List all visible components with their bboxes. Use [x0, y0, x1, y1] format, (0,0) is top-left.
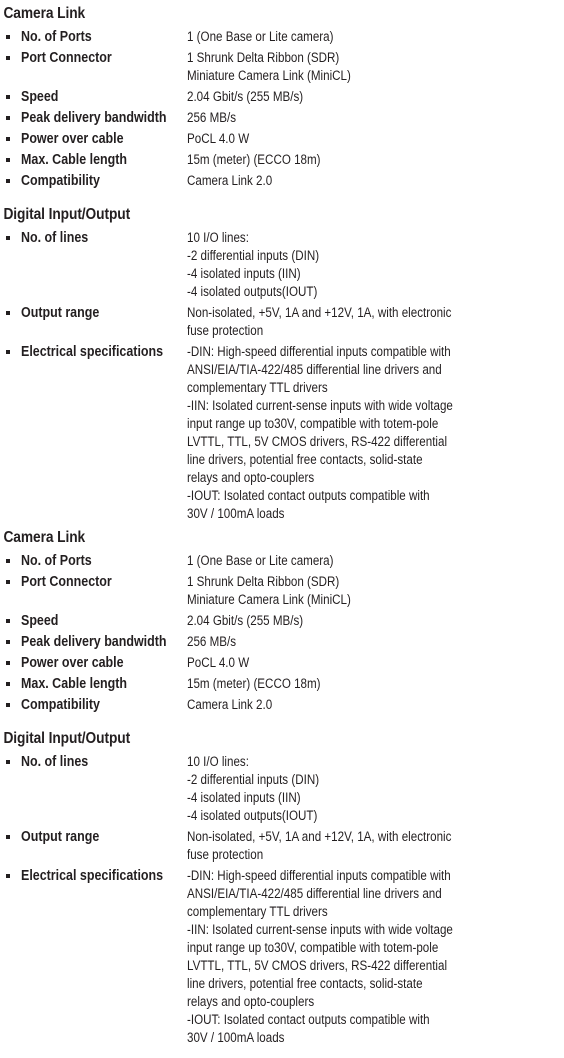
spec-value-line: line drivers, potential free contacts, solid-state: [187, 976, 423, 991]
spec-value: [187, 49, 557, 85]
spec-value: [187, 304, 557, 340]
section-title: Camera Link: [3, 5, 86, 22]
spec-section-digital-input-output: [0, 205, 564, 521]
spec-value: [187, 612, 557, 630]
spec-label: Electrical specifications: [21, 344, 164, 360]
bullet-icon: [6, 874, 10, 878]
spec-value: [187, 229, 557, 301]
spec-value-line: 2.04 Gbit/s (255 MB/s): [187, 613, 304, 628]
spec-label: Output range: [21, 305, 100, 321]
spec-value-line: -IIN: Isolated current-sense inputs with wide voltage: [187, 922, 453, 937]
bullet-icon: [6, 311, 10, 315]
spec-value-line: -DIN: High-speed differential inputs compatible with: [187, 868, 451, 883]
spec-value: [187, 88, 557, 106]
spec-value-line: ANSI/EIA/TIA-422/485 differential line drivers and: [187, 362, 442, 377]
spec-value-line: input range up to30V, compatible with totem-pole: [187, 416, 439, 431]
spec-row-port-connector: [0, 573, 564, 609]
bullet-icon: [6, 682, 10, 686]
bullet-icon: [6, 137, 10, 141]
spec-value-line: line drivers, potential free contacts, solid-state: [187, 452, 423, 467]
spec-value: [187, 867, 557, 1047]
spec-value-line: Camera Link 2.0: [187, 173, 273, 188]
spec-label: Output range: [21, 829, 100, 845]
spec-row-power-over-cable: [0, 654, 564, 672]
bullet-icon: [6, 350, 10, 354]
spec-row-peak-delivery-bandwidth: [0, 633, 564, 651]
spec-row-no-of-ports: [0, 552, 564, 570]
spec-value: [187, 109, 557, 127]
spec-value-line: Camera Link 2.0: [187, 697, 273, 712]
spec-row-electrical-specifications: [0, 343, 564, 523]
spec-value-line: relays and opto-couplers: [187, 994, 315, 1009]
bullet-icon: [6, 56, 10, 60]
spec-section-digital-input-output: [0, 729, 564, 1045]
spec-label: No. of lines: [21, 754, 89, 770]
spec-row-speed: [0, 612, 564, 630]
spec-row-max-cable-length: [0, 151, 564, 169]
bullet-icon: [6, 116, 10, 120]
spec-label: Max. Cable length: [21, 152, 128, 168]
spec-label: Power over cable: [21, 131, 124, 147]
bullet-icon: [6, 158, 10, 162]
spec-value: [187, 172, 557, 190]
spec-value-line: input range up to30V, compatible with totem-pole: [187, 940, 439, 955]
spec-value-line: 15m (meter) (ECCO 18m): [187, 676, 321, 691]
spec-value-line: complementary TTL drivers: [187, 380, 328, 395]
spec-value: [187, 753, 557, 825]
spec-section-camera-link: [0, 4, 564, 189]
spec-value-line: Non-isolated, +5V, 1A and +12V, 1A, with electronic: [187, 305, 452, 320]
spec-row-compatibility: [0, 696, 564, 714]
spec-value-line: 1 Shrunk Delta Ribbon (SDR): [187, 574, 340, 589]
spec-row-no-of-lines: [0, 229, 564, 301]
spec-value: [187, 343, 557, 523]
spec-value-line: Non-isolated, +5V, 1A and +12V, 1A, with electronic: [187, 829, 452, 844]
spec-value-line: 2.04 Gbit/s (255 MB/s): [187, 89, 304, 104]
spec-value-line: 15m (meter) (ECCO 18m): [187, 152, 321, 167]
spec-value-line: relays and opto-couplers: [187, 470, 315, 485]
spec-value: [187, 552, 557, 570]
spec-label: Power over cable: [21, 655, 124, 671]
bullet-icon: [6, 640, 10, 644]
spec-value: [187, 828, 557, 864]
spec-value-line: LVTTL, TTL, 5V CMOS drivers, RS-422 differential: [187, 958, 448, 973]
spec-label: Compatibility: [21, 697, 100, 713]
bullet-icon: [6, 760, 10, 764]
spec-value: [187, 151, 557, 169]
spec-value-line: 30V / 100mA loads: [187, 1030, 285, 1045]
bullet-icon: [6, 661, 10, 665]
spec-value: [187, 573, 557, 609]
spec-label: Speed: [21, 89, 59, 105]
spec-row-peak-delivery-bandwidth: [0, 109, 564, 127]
spec-value-line: -4 isolated outputs(IOUT): [187, 284, 318, 299]
bullet-icon: [6, 236, 10, 240]
spec-label: Port Connector: [21, 574, 112, 590]
spec-value-line: 10 I/O lines:: [187, 754, 249, 769]
bullet-icon: [6, 179, 10, 183]
spec-label: No. of lines: [21, 230, 89, 246]
spec-value-line: 10 I/O lines:: [187, 230, 249, 245]
spec-value: [187, 28, 557, 46]
spec-value: [187, 675, 557, 693]
spec-row-speed: [0, 88, 564, 106]
spec-value-line: fuse protection: [187, 847, 264, 862]
bullet-icon: [6, 619, 10, 623]
spec-label: Max. Cable length: [21, 676, 128, 692]
spec-value-line: PoCL 4.0 W: [187, 655, 250, 670]
spec-label: No. of Ports: [21, 553, 92, 569]
spec-section-camera-link: [0, 528, 564, 713]
spec-value-line: -4 isolated inputs (IIN): [187, 790, 301, 805]
section-title: Digital Input/Output: [3, 206, 131, 223]
spec-value-line: -IOUT: Isolated contact outputs compatible with: [187, 488, 430, 503]
spec-value: [187, 696, 557, 714]
spec-value-line: Miniature Camera Link (MiniCL): [187, 592, 351, 607]
spec-value-line: ANSI/EIA/TIA-422/485 differential line drivers and: [187, 886, 442, 901]
section-title: Digital Input/Output: [3, 730, 131, 747]
spec-value-line: PoCL 4.0 W: [187, 131, 250, 146]
spec-row-output-range: [0, 828, 564, 864]
spec-label: Compatibility: [21, 173, 100, 189]
spec-value-line: -IIN: Isolated current-sense inputs with wide voltage: [187, 398, 453, 413]
spec-value-line: complementary TTL drivers: [187, 904, 328, 919]
bullet-icon: [6, 35, 10, 39]
spec-row-no-of-ports: [0, 28, 564, 46]
spec-label: Peak delivery bandwidth: [21, 110, 167, 126]
spec-value-line: Miniature Camera Link (MiniCL): [187, 68, 351, 83]
spec-value-line: LVTTL, TTL, 5V CMOS drivers, RS-422 differential: [187, 434, 448, 449]
spec-row-compatibility: [0, 172, 564, 190]
spec-value-line: 1 Shrunk Delta Ribbon (SDR): [187, 50, 340, 65]
spec-value: [187, 654, 557, 672]
spec-label: Port Connector: [21, 50, 112, 66]
spec-value-line: -2 differential inputs (DIN): [187, 248, 320, 263]
spec-value-line: 30V / 100mA loads: [187, 506, 285, 521]
bullet-icon: [6, 580, 10, 584]
spec-label: Peak delivery bandwidth: [21, 634, 167, 650]
spec-value-line: -IOUT: Isolated contact outputs compatible with: [187, 1012, 430, 1027]
spec-value-line: -4 isolated inputs (IIN): [187, 266, 301, 281]
bullet-icon: [6, 835, 10, 839]
spec-row-max-cable-length: [0, 675, 564, 693]
bullet-icon: [6, 703, 10, 707]
spec-value: [187, 633, 557, 651]
spec-row-output-range: [0, 304, 564, 340]
spec-label: Electrical specifications: [21, 868, 164, 884]
spec-value-line: 1 (One Base or Lite camera): [187, 29, 334, 44]
spec-label: Speed: [21, 613, 59, 629]
bullet-icon: [6, 559, 10, 563]
section-title: Camera Link: [3, 529, 86, 546]
spec-value: [187, 130, 557, 148]
spec-value-line: -DIN: High-speed differential inputs compatible with: [187, 344, 451, 359]
spec-label: No. of Ports: [21, 29, 92, 45]
spec-value-line: 1 (One Base or Lite camera): [187, 553, 334, 568]
spec-value-line: -2 differential inputs (DIN): [187, 772, 320, 787]
spec-value-line: 256 MB/s: [187, 634, 237, 649]
spec-row-power-over-cable: [0, 130, 564, 148]
spec-row-no-of-lines: [0, 753, 564, 825]
spec-value-line: fuse protection: [187, 323, 264, 338]
spec-row-port-connector: [0, 49, 564, 85]
bullet-icon: [6, 95, 10, 99]
spec-value-line: -4 isolated outputs(IOUT): [187, 808, 318, 823]
spec-row-electrical-specifications: [0, 867, 564, 1047]
spec-value-line: 256 MB/s: [187, 110, 237, 125]
